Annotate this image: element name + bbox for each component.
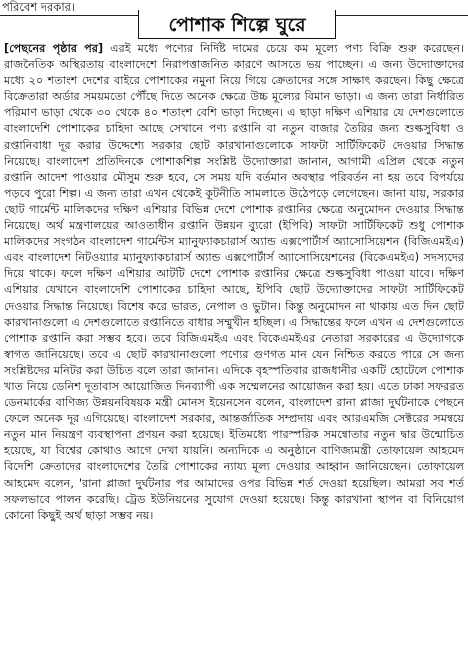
article-headline: পোশাক শিল্পে ঘুরে bbox=[168, 14, 306, 36]
article-paragraph bbox=[4, 41, 464, 524]
article-body bbox=[4, 41, 464, 643]
previous-article-fragment: পরিবেশ দরকার। bbox=[2, 0, 76, 14]
headline-box bbox=[138, 10, 336, 39]
continuation-kicker: [পেছনের পৃষ্ঠার পর] bbox=[4, 42, 104, 55]
article-text: এরই মধ্যে পণ্যের নির্দিষ্ট দামের চেয়ে কম মূল্যে পণ্য বিক্রি শুরু করেছেন। রাজনৈতিক অস্থিরতায় বাংলাদেশে নিরাপত্তাজনিত কারণে আসতে ভয় পাচ্ছেন। এ জন্য উদ্যোক্তাদের মধ্যে ২০ শতাংশ দেশের বাইরে পোশাকের নমুনা নিয়ে গিয়ে ক্রেতাদের সঙ্গে সাক্ষাৎ করছেন। কিছু ক্ষেত্রে বিক্রেতারা অর্ডার সময়মতো পৌঁছে দিতে অনেক ক্ষেত্রে উচ্চ মূল্যের বিমান ভাড়া। এ জন্য তারা নির্ধারিত পরিমাণ ভাড়া থেকে ৩০ থেকে ৪০ শতাংশ বেশি ভাড়া দিচ্ছেন। এ ছাড়া দক্ষিণ এশিয়ার যে দেশগুলোতে বাংলাদেশি পোশাকের চাহিদা আছে সেখানে পণ্য রপ্তানি বা নতুন বাজার তৈরির জন্য শুল্কসুবিধা ও রপ্তানিবাধা দূর করার উদ্দেশ্যে সরকার ছোট কারখানাগুলোকে সাফটা সার্টিফিকেট দেওয়ার সিদ্ধান্ত নিয়েছে। বাংলাদেশ প্রতিদিনকে পোশাকশিল্প সংশ্লিষ্ট উদ্যোক্তারা জানান, আগামী এপ্রিল থেকে নতুন রপ্তানি আদেশ পাওয়ার মৌসুম শুরু হবে, সে সময় যদি বর্তমান অবস্থার পরিবর্তন না হয় তবে বিপর্যয়ে পড়বে পুরো শিল্প। এ জন্য তারা এখন থেকেই কূটনীতি সামলাতে উঠেপড়ে লেগেছেন। জানা যায়, সরকার ছোট গার্মেন্ট মালিকদের দক্ষিণ এশিয়ার বিভিন্ন দেশে পোশাক রপ্তানির ক্ষেত্রে অনুমোদন দেওয়ার সিদ্ধান্ত নিয়েছে। অর্থ মন্ত্রণালয়ের আওতাধীন রপ্তানি উন্নয়ন ব্যুরো (ইপিবি) সাফটা সার্টিফিকেট শুধু পোশাক মালিকদের সংগঠন বাংলাদেশ গার্মেন্টস ম্যানুফ্যাকচারার্স অ্যান্ড এক্সপোর্টার্স অ্যাসোসিয়েশন (বিজিএমইএ) এবং বাংলাদেশ নিটওয়্যার ম্যানুফ্যাকচারার্স অ্যান্ড এক্সপোর্টার্স অ্যাসোসিয়েশনের (বিকেএমইএ) সদস্যদের দিয়ে থাকে। ফলে দক্ষিণ এশিয়ার আটটি দেশে পোশাক রপ্তানির ক্ষেত্রে শুল্কসুবিধা পাওয়া যাবে। দক্ষিণ এশিয়ার যেখানে বাংলাদেশি পোশাকের চাহিদা আছে, ইপিবি ছোট উদ্যোক্তাদের সাফটা সার্টিফিকেট দেওয়ার সিদ্ধান্ত নিয়েছে। বিশেষ করে ভারত, নেপাল ও ভুটান। কিন্তু অনুমোদন না থাকায় এত দিন ছোট কারখানাগুলো এ দেশগুলোতে রপ্তানিতে বাধার সম্মুখীন হচ্ছিল। এ সিদ্ধান্তের ফলে এখন এ দেশগুলোতে পোশাক রপ্তানি করা সম্ভব হবে। তবে বিজিএমইএ এবং বিকেএমইএর নেতারা সরকারের এ উদ্যোগকে স্বাগত জানিয়েছে। তবে এ ছোট কারখানাগুলো পণ্যের গুণগত মান যেন নিশ্চিত করতে পারে সে জন্য সংশ্লিষ্টদের মনিটর করা উচিত বলে তারা জানান। এদিকে বৃহস্পতিবার রাজধানীর একটি হোটেলে পোশাক খাত নিয়ে ডেনিশ দূতাবাস আয়োজিত দিনব্যাপী এক সম্মেলনের আয়োজন করা হয়। এতে ঢাকা সফররত ডেনমার্কের বাণিজ্য উন্নয়নবিষয়ক মন্ত্রী মোনস ইয়েনসেন বলেন, বাংলাদেশ রানা প্লাজা দুর্ঘটনাকে পেছনে ফেলে অনেক দূর এগিয়েছে। বাংলাদেশ সরকার, আন্তর্জাতিক সম্প্রদায় এবং আরএমজি সেক্টরের সমন্বয়ে নতুন মান নিয়ন্ত্রণ ব্যবস্থাপনা প্রণয়ন করা হয়েছে। ইতিমধ্যে পারস্পরিক সমন্বোতার নতুন দ্বার উন্মোচিত হয়েছে, যা বিশ্বের কোথাও আগে দেখা যায়নি। অন্যদিকে এ অনুষ্ঠানে বাণিজ্যমন্ত্রী তোফায়েল আহমেদ বিদেশি ক্রেতাদের বাংলাদেশের তৈরি পোশাকের ন্যায্য মূল্য দেওয়ার আহ্বান জানিয়েছেন। তোফায়েল আহমেদ বলেন, 'রানা প্লাজা দুর্ঘটনার পর আমাদের ওপর বিভিন্ন শর্ত দেওয়া হয়েছিল। আমরা সব শর্ত সফলভাবে পালন করেছি। ট্রেড ইউনিয়নের সুযোগ দেওয়া হয়েছে। কিন্তু কারখানা স্থাপন বা বিনিয়োগ কোনো কিছুই অর্থ ছাড়া সম্ভব নয়। bbox=[4, 42, 464, 522]
